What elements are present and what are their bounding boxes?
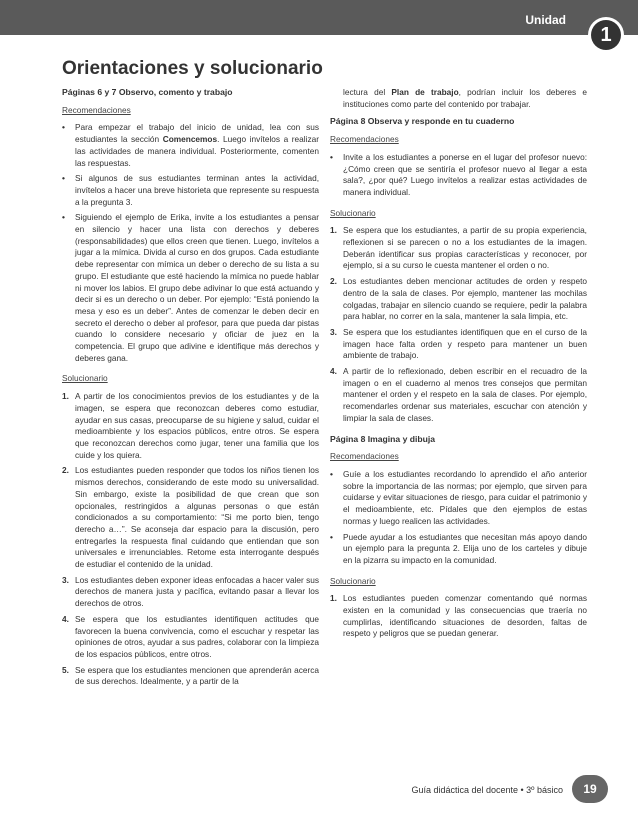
bullet-marker: • (62, 122, 65, 133)
numbered-item (62, 465, 319, 570)
item-text: Los estudiantes deben exponer ideas enfocadas a hacer valer sus derechos de manera justa y pacífica, evitando pasar a llevar los derechos de otros. (75, 574, 320, 609)
numbered-item (62, 575, 319, 610)
item-number: 1. (330, 593, 337, 604)
item-text: . Luego invítelos a realizar las actividades de manera individual. Posteriormente, comenten las respuestas. (75, 134, 319, 168)
item-text: Los estudiantes deben mencionar actitudes de orden y respeto dentro de la sala de clases. Por ejemplo, mantener las mochilas colgadas, trabajar en silencio cuando se requiere, pedir la palabra para hablar, no correr en la sala, mantener la sala limpia, etc. (343, 276, 587, 322)
numbered-item (330, 225, 587, 272)
bullet-marker: • (330, 468, 333, 479)
bullet-item (62, 212, 319, 364)
subsection-label: Solucionario (62, 373, 108, 384)
item-text: A partir de los conocimientos previos de los estudiantes y de la imagen, se espera que reconozcan deberes como estudiar, ayudar en sus casas, preocuparse de su higiene y salud, cuidar el medioambiente y los espacios públicos, entre otros. Se espera que reconozcan derechos como jugar, tener una familia que los cuide y los quiera. (75, 391, 319, 460)
item-number: 4. (330, 366, 337, 377)
item-text: Se espera que los estudiantes identifiquen actitudes que favorecen la buena convivencia, como el escuchar y respetar las opiniones de otros, ayudar a sus padres, colaborar con la limpieza de los espacios públicos, entre otros. (75, 613, 319, 659)
section-title: Página 8 Imagina y dibuja (330, 433, 436, 444)
unidad-badge (588, 17, 624, 53)
item-text: Los estudiantes pueden responder que todos los niños tienen los mismos derechos, considerando de este modo su universalidad. Sin embargo, existe la posibilidad de que crean que son opcionales, restringidos a algunas personas o que están condicionados a su comportamiento: “Si me porto bien, tengo derecho a…”. Se aconseja dar espacio para la discusión, pero entregarles la respuesta final cuidando que entiendan que son universales e irrenunciables. Retome esta interrogante después de estudiar el contenido de la unidad. (75, 465, 319, 570)
item-number: 2. (330, 276, 337, 287)
subsection-label: Recomendaciones (330, 451, 399, 462)
item-text: Siguiendo el ejemplo de Erika, invite a los estudiantes a pensar en silencio y hacer una lista con derechos y deberes (responsabilidades) que ellos creen que tienen. Luego, invítelos a jugar a la mímica. Divida al curso en dos grupos. Cada estudiante debe representar con mímica un deber o derecho de su lista a su grupo. El estudiante que esté haciendo la mímica no puede hablar ni mover los labios. El grupo debe adivinar lo que está actuando y decir si es un derecho o un deber. Por ejemplo: “Está poniendo la mesa y eso es un deber”. Antes de comenzar le deben decir en secreto el derecho o deber al profesor, para que pueda dar pistas cuando lo considere necesario y oficiar de juez en la competencia. El grupo que adivine e identifique más derechos y deberes gana. (75, 212, 320, 363)
bullet-item (330, 532, 587, 567)
item-text: Se espera que los estudiantes, a partir de su propia experiencia, reflexionen si se parecen o no a los estudiantes de la imagen. Deberán identificar sus propias características y reconocer, por ejemplo, si a su curso le cuesta mantener el orden o no. (343, 225, 587, 271)
numbered-item (62, 665, 319, 688)
item-text: Para empezar el trabajo del inicio de unidad, lea con sus estudiantes la sección (75, 122, 319, 145)
right-column (330, 87, 587, 644)
bullet-item (62, 122, 319, 169)
item-text: Puede ayudar a los estudiantes que necesitan más apoyo dando un ejemplo para la pregunta 2. Elija uno de los carteles y dibuje en la pizarra su impacto en la comunidad. (343, 531, 587, 565)
numbered-item (330, 366, 587, 425)
bullet-marker: • (330, 151, 333, 162)
unidad-number: 1 (591, 20, 621, 50)
bullet-marker: • (330, 531, 333, 542)
unidad-label: Unidad (525, 13, 566, 27)
item-number: 3. (62, 574, 69, 585)
bullet-item (330, 469, 587, 528)
numbered-item (330, 327, 587, 362)
bullet-marker: • (62, 173, 65, 184)
numbered-item (62, 391, 319, 461)
para-bold: Plan de trabajo (391, 87, 459, 97)
item-number: 5. (62, 664, 69, 675)
subsection-label: Recomendaciones (62, 104, 131, 115)
subsection-label: Solucionario (330, 207, 376, 218)
item-text: Guíe a los estudiantes recordando lo aprendido el año anterior sobre la importancia de las normas; por ejemplo, que sirven para cuidarse y evitar situaciones de riesgo, para cuidar el patrimonio y el medioambiente, etc. Pídales que den ejemplos de estas normas y luego realicen las actividades. (343, 468, 587, 526)
item-number: 3. (330, 326, 337, 337)
para-text: lectura del (343, 87, 392, 97)
numbered-item (330, 276, 587, 323)
subsection-label: Recomendaciones (330, 134, 399, 145)
item-text: Si algunos de sus estudiantes terminan antes la actividad, invítelos a hacer una breve historieta que represente su respuesta a la pregunta 3. (75, 173, 319, 207)
item-text: A partir de lo reflexionado, deben escribir en el recuadro de la imagen o en el cuaderno al menos tres consejos que permitan mantener el orden y el respeto en la sala de clases. Por ejemplo, recomendarles ordenar sus materiales, escuchar con atención y limpiar la sala de clases. (343, 366, 587, 423)
numbered-item (62, 614, 319, 661)
item-text: Se espera que los estudiantes identifiquen que en el curso de la imagen hace falta orden y respeto para mantener un buen ambiente de trabajo. (343, 326, 587, 361)
bullet-item (330, 152, 587, 199)
subsection-label: Solucionario (330, 575, 376, 586)
left-column (62, 87, 319, 692)
item-number: 2. (62, 465, 69, 476)
page-number: 19 (572, 775, 608, 803)
item-text: Los estudiantes pueden comenzar comentando qué normas existen en la comunidad y las consecuencias que traería no cumplirlas, identificando situaciones de desorden, faltas de respeto y peligros que se puedan generar. (343, 593, 587, 639)
item-bold: Comencemos (162, 134, 218, 145)
numbered-item (330, 593, 587, 640)
bullet-marker: • (62, 212, 65, 223)
para-text: , podrían incluir los deberes e instituciones como parte del contenido por trabajar. (343, 87, 587, 109)
continued-paragraph (330, 87, 587, 110)
item-number: 1. (330, 225, 337, 236)
item-text: Invite a los estudiantes a ponerse en el lugar del profesor nuevo: ¿Cómo creen que se sentiría el profesor nuevo al llegar a esta sala?, ¿por qué? Luego invítelos a realizar estas actividades de manera individual. (343, 151, 587, 197)
page-title: Orientaciones y solucionario (62, 58, 323, 79)
item-number: 4. (62, 613, 69, 624)
bullet-item (62, 173, 319, 208)
item-number: 1. (62, 391, 69, 402)
section-title: Páginas 6 y 7 Observo, comento y trabajo (62, 87, 233, 97)
footer-text: Guía didáctica del docente • 3º básico (411, 785, 563, 795)
item-text: Se espera que los estudiantes mencionen que aprenderán acerca de sus derechos. Idealmente, y a partir de la (75, 664, 319, 687)
section-title: Página 8 Observa y responde en tu cuaderno (330, 116, 515, 127)
